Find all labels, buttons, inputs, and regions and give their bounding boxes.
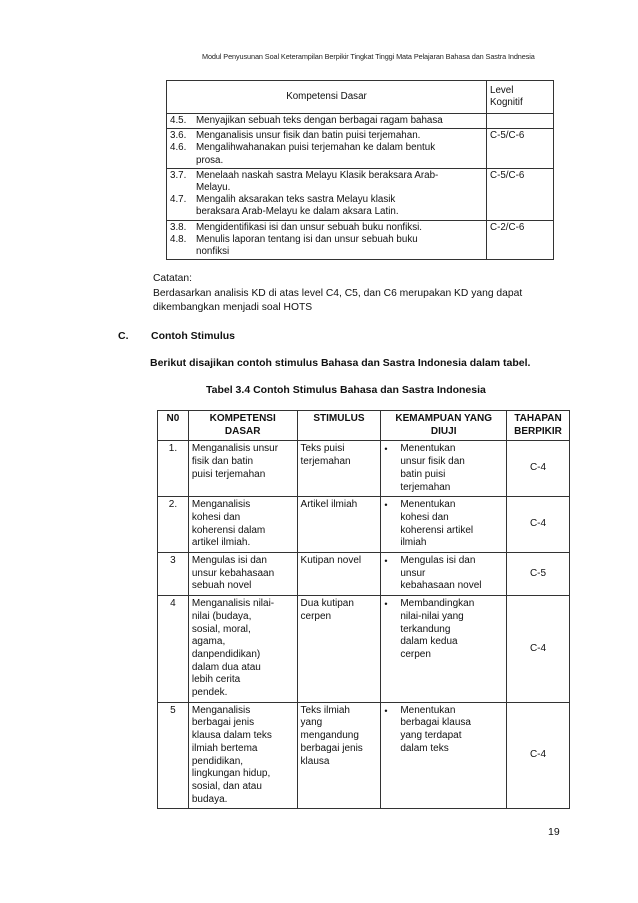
text-line: cerpen bbox=[400, 648, 431, 660]
text-line: berbagai jenis bbox=[300, 742, 363, 754]
kd-text bbox=[196, 170, 483, 194]
text-line: ilmiah bbox=[400, 537, 427, 549]
kemampuan-cell bbox=[381, 702, 507, 809]
text-line: fisik dan batin bbox=[191, 456, 254, 468]
tahapan-cell: C-4 bbox=[507, 596, 570, 703]
level-header-line: Level bbox=[490, 84, 514, 96]
kd-number: 4.5. bbox=[170, 115, 187, 126]
text-line: Menulis laporan tentang isi dan unsur sebuah buku bbox=[196, 233, 418, 245]
note-line: Berdasarkan analisis KD di atas level C4, C5, dan C6 merupakan KD yang dapat bbox=[153, 287, 523, 299]
kd-cell bbox=[188, 441, 297, 497]
text-line: Mengulas isi dan bbox=[400, 555, 476, 567]
level-cell: C-2/C-6 bbox=[487, 220, 554, 260]
table-caption: Tabel 3.4 Contoh Stimulus Bahasa dan Sastra Indonesia bbox=[206, 384, 486, 396]
level-cell: C-5/C-6 bbox=[487, 129, 554, 169]
kd-number: 3.7. bbox=[170, 169, 187, 181]
text-line: kebahasaan novel bbox=[400, 580, 482, 592]
bullet-icon: • bbox=[384, 556, 388, 567]
kemampuan-cell bbox=[381, 441, 507, 497]
stimulus-cell bbox=[297, 702, 381, 809]
text-line: nilai-nilai yang bbox=[400, 610, 464, 622]
kd-text bbox=[196, 142, 483, 166]
kd-number: 3.6. bbox=[170, 130, 187, 142]
kd-row bbox=[167, 220, 554, 260]
kd-table bbox=[166, 80, 554, 260]
text-line: koherensi dalam bbox=[191, 524, 266, 536]
text-line: terjemahan bbox=[400, 481, 451, 493]
table-row bbox=[158, 596, 570, 703]
text-line: unsur fisik dan bbox=[400, 456, 465, 468]
text-line: Melayu. bbox=[196, 182, 231, 194]
text-line: kohesi dan bbox=[191, 511, 241, 523]
header-line: DIUJI bbox=[430, 425, 457, 437]
bullet-icon: • bbox=[384, 599, 388, 610]
kd-cell bbox=[167, 168, 487, 220]
kd-text bbox=[196, 222, 483, 234]
header-kemampuan bbox=[381, 411, 507, 441]
note-block bbox=[153, 272, 573, 316]
row-number: 5 bbox=[158, 702, 189, 809]
text-line: Menentukan bbox=[400, 499, 456, 511]
bullet-item bbox=[384, 555, 503, 593]
kd-text bbox=[196, 234, 483, 258]
kd-text bbox=[196, 194, 483, 218]
kemampuan-cell bbox=[381, 553, 507, 596]
kd-number: 4.6. bbox=[170, 142, 187, 154]
bullet-text bbox=[400, 443, 503, 494]
text-line: Menganalisis unsur fisik dan batin puisi terjemahan. bbox=[196, 130, 421, 142]
row-number: 1. bbox=[158, 441, 189, 497]
kd-item bbox=[170, 115, 483, 127]
text-line: Menganalisis nilai- bbox=[191, 598, 275, 610]
stimulus-table bbox=[157, 410, 570, 809]
kd-number: 3.8. bbox=[170, 221, 187, 233]
bullet-item bbox=[384, 443, 503, 494]
bullet-icon: • bbox=[384, 705, 388, 716]
note-label: Catatan: bbox=[153, 273, 192, 284]
level-header-line: Kognitif bbox=[490, 97, 523, 108]
header-tahapan bbox=[507, 411, 570, 441]
kemampuan-cell bbox=[381, 497, 507, 553]
kd-cell bbox=[188, 596, 297, 703]
text-line: Kutipan novel bbox=[300, 555, 362, 567]
stimulus-cell bbox=[297, 553, 381, 596]
text-line: klausa dalam teks bbox=[191, 730, 272, 742]
stimulus-cell bbox=[297, 497, 381, 553]
section-letter: C. bbox=[118, 330, 129, 342]
text-line: terkandung bbox=[400, 623, 451, 635]
row-number: 4 bbox=[158, 596, 189, 703]
text-line: lingkungan hidup, bbox=[191, 768, 271, 780]
text-line: beraksara Arab-Melayu ke dalam aksara Latin. bbox=[196, 206, 399, 218]
text-line: Menganalisis bbox=[191, 704, 251, 716]
text-line: pendek. bbox=[191, 687, 228, 699]
bullet-item bbox=[384, 598, 503, 662]
note-line: dikembangkan menjadi soal HOTS bbox=[153, 302, 313, 313]
level-cell bbox=[487, 114, 554, 129]
level-col-header bbox=[487, 81, 554, 114]
tahapan-cell: C-4 bbox=[507, 702, 570, 809]
row-number: 2. bbox=[158, 497, 189, 553]
text-line: Mengidentifikasi isi dan unsur sebuah buku nonfiksi. bbox=[196, 221, 423, 233]
header-line: KOMPETENSI bbox=[209, 413, 276, 424]
header-line: TAHAPAN bbox=[514, 413, 562, 424]
text-line: berbagai jenis bbox=[191, 717, 255, 729]
text-line: yang terdapat bbox=[400, 730, 462, 742]
running-header: Modul Penyusunan Soal Keterampilan Berpikir Tingkat Tinggi Mata Pelajaran Bahasa dan Sastra Indnesia bbox=[202, 52, 535, 61]
text-line: Dua kutipan bbox=[300, 598, 354, 610]
bullet-text bbox=[400, 705, 503, 756]
bullet-text bbox=[400, 555, 503, 593]
kd-cell bbox=[188, 497, 297, 553]
text-line: Mengulas isi dan bbox=[191, 555, 267, 567]
text-line: Menelaah naskah sastra Melayu Klasik beraksara Arab- bbox=[196, 169, 439, 181]
text-line: Menganalisis unsur bbox=[191, 443, 279, 455]
header-kd bbox=[188, 411, 297, 441]
text-line: agama, bbox=[191, 636, 226, 648]
text-line: pendidikan, bbox=[191, 755, 244, 767]
bullet-text bbox=[400, 598, 503, 662]
text-line: batin puisi bbox=[400, 468, 446, 480]
text-line: koherensi artikel bbox=[400, 524, 474, 536]
text-line: puisi terjemahan bbox=[191, 468, 266, 480]
kd-item bbox=[170, 222, 483, 234]
bullet-item bbox=[384, 705, 503, 756]
kd-item bbox=[170, 170, 483, 194]
kd-cell bbox=[167, 220, 487, 260]
bullet-text bbox=[400, 499, 503, 550]
text-line: lebih cerita bbox=[191, 674, 241, 686]
kd-row bbox=[167, 129, 554, 169]
text-line: dalam teks bbox=[400, 742, 449, 754]
kd-cell bbox=[167, 114, 487, 129]
text-line: mengandung bbox=[300, 730, 359, 742]
kd-item bbox=[170, 130, 483, 142]
tahapan-cell: C-5 bbox=[507, 553, 570, 596]
kd-cell bbox=[188, 702, 297, 809]
bullet-item bbox=[384, 499, 503, 550]
text-line: Menyajikan sebuah teks dengan berbagai ragam bahasa bbox=[196, 115, 443, 126]
text-line: Artikel ilmiah bbox=[300, 499, 358, 511]
table-row bbox=[158, 553, 570, 596]
kd-text bbox=[196, 130, 483, 142]
kd-number: 4.7. bbox=[170, 194, 187, 206]
text-line: artikel ilmiah. bbox=[191, 537, 251, 549]
text-line: nonfiksi bbox=[196, 246, 230, 258]
text-line: Mengalih aksarakan teks sastra Melayu klasik bbox=[196, 194, 396, 206]
kd-cell bbox=[188, 553, 297, 596]
kd-row bbox=[167, 114, 554, 129]
text-line: berbagai klausa bbox=[400, 717, 471, 729]
kd-text bbox=[196, 115, 483, 127]
text-line: dalam dua atau bbox=[191, 661, 261, 673]
header-line: KEMAMPUAN YANG bbox=[395, 413, 493, 424]
text-line: ilmiah bertema bbox=[191, 742, 258, 754]
stimulus-cell bbox=[297, 441, 381, 497]
text-line: prosa. bbox=[196, 154, 224, 166]
text-line: unsur bbox=[400, 567, 426, 579]
text-line: dalam kedua bbox=[400, 636, 458, 648]
kd-item bbox=[170, 234, 483, 258]
page-number: 19 bbox=[548, 826, 560, 838]
tahapan-cell: C-4 bbox=[507, 441, 570, 497]
text-line: Menganalisis bbox=[191, 499, 251, 511]
kd-row bbox=[167, 168, 554, 220]
header-line: DASAR bbox=[224, 425, 261, 437]
text-line: Menentukan bbox=[400, 704, 456, 716]
stimulus-cell bbox=[297, 596, 381, 703]
text-line: danpendidikan) bbox=[191, 648, 261, 660]
kemampuan-cell bbox=[381, 596, 507, 703]
text-line: kohesi dan bbox=[400, 511, 449, 523]
bullet-icon: • bbox=[384, 500, 388, 511]
table-row bbox=[158, 702, 570, 809]
text-line: Menentukan bbox=[400, 443, 456, 455]
table-row bbox=[158, 497, 570, 553]
text-line: terjemahan bbox=[300, 456, 351, 468]
section-heading bbox=[118, 330, 235, 342]
text-line: sebuah novel bbox=[191, 580, 252, 592]
kd-item bbox=[170, 142, 483, 166]
text-line: klausa bbox=[300, 755, 330, 767]
intro-text: Berikut disajikan contoh stimulus Bahasa dan Sastra Indonesia dalam tabel. bbox=[150, 357, 531, 369]
text-line: nilai (budaya, bbox=[191, 610, 252, 622]
row-number: 3 bbox=[158, 553, 189, 596]
kd-item bbox=[170, 194, 483, 218]
bullet-icon: • bbox=[384, 444, 388, 455]
text-line: Membandingkan bbox=[400, 598, 475, 610]
header-line: BERPIKIR bbox=[514, 425, 562, 437]
text-line: Teks puisi bbox=[300, 443, 345, 455]
level-cell: C-5/C-6 bbox=[487, 168, 554, 220]
text-line: Mengalihwahanakan puisi terjemahan ke dalam bentuk bbox=[196, 142, 436, 154]
text-line: sosial, dan atau bbox=[191, 780, 262, 792]
text-line: unsur kebahasaan bbox=[191, 567, 275, 579]
text-line: Teks ilmiah bbox=[300, 704, 350, 716]
text-line: budaya. bbox=[191, 793, 228, 805]
kd-cell bbox=[167, 129, 487, 169]
text-line: sosial, moral, bbox=[191, 623, 251, 635]
kd-col-header: Kompetensi Dasar bbox=[167, 81, 487, 114]
kd-number: 4.8. bbox=[170, 233, 187, 245]
text-line: yang bbox=[300, 717, 323, 729]
tahapan-cell: C-4 bbox=[507, 497, 570, 553]
table-row bbox=[158, 441, 570, 497]
header-stimulus: STIMULUS bbox=[297, 411, 381, 441]
section-title: Contoh Stimulus bbox=[151, 330, 235, 342]
header-no: N0 bbox=[158, 411, 189, 441]
text-line: cerpen bbox=[300, 610, 332, 622]
